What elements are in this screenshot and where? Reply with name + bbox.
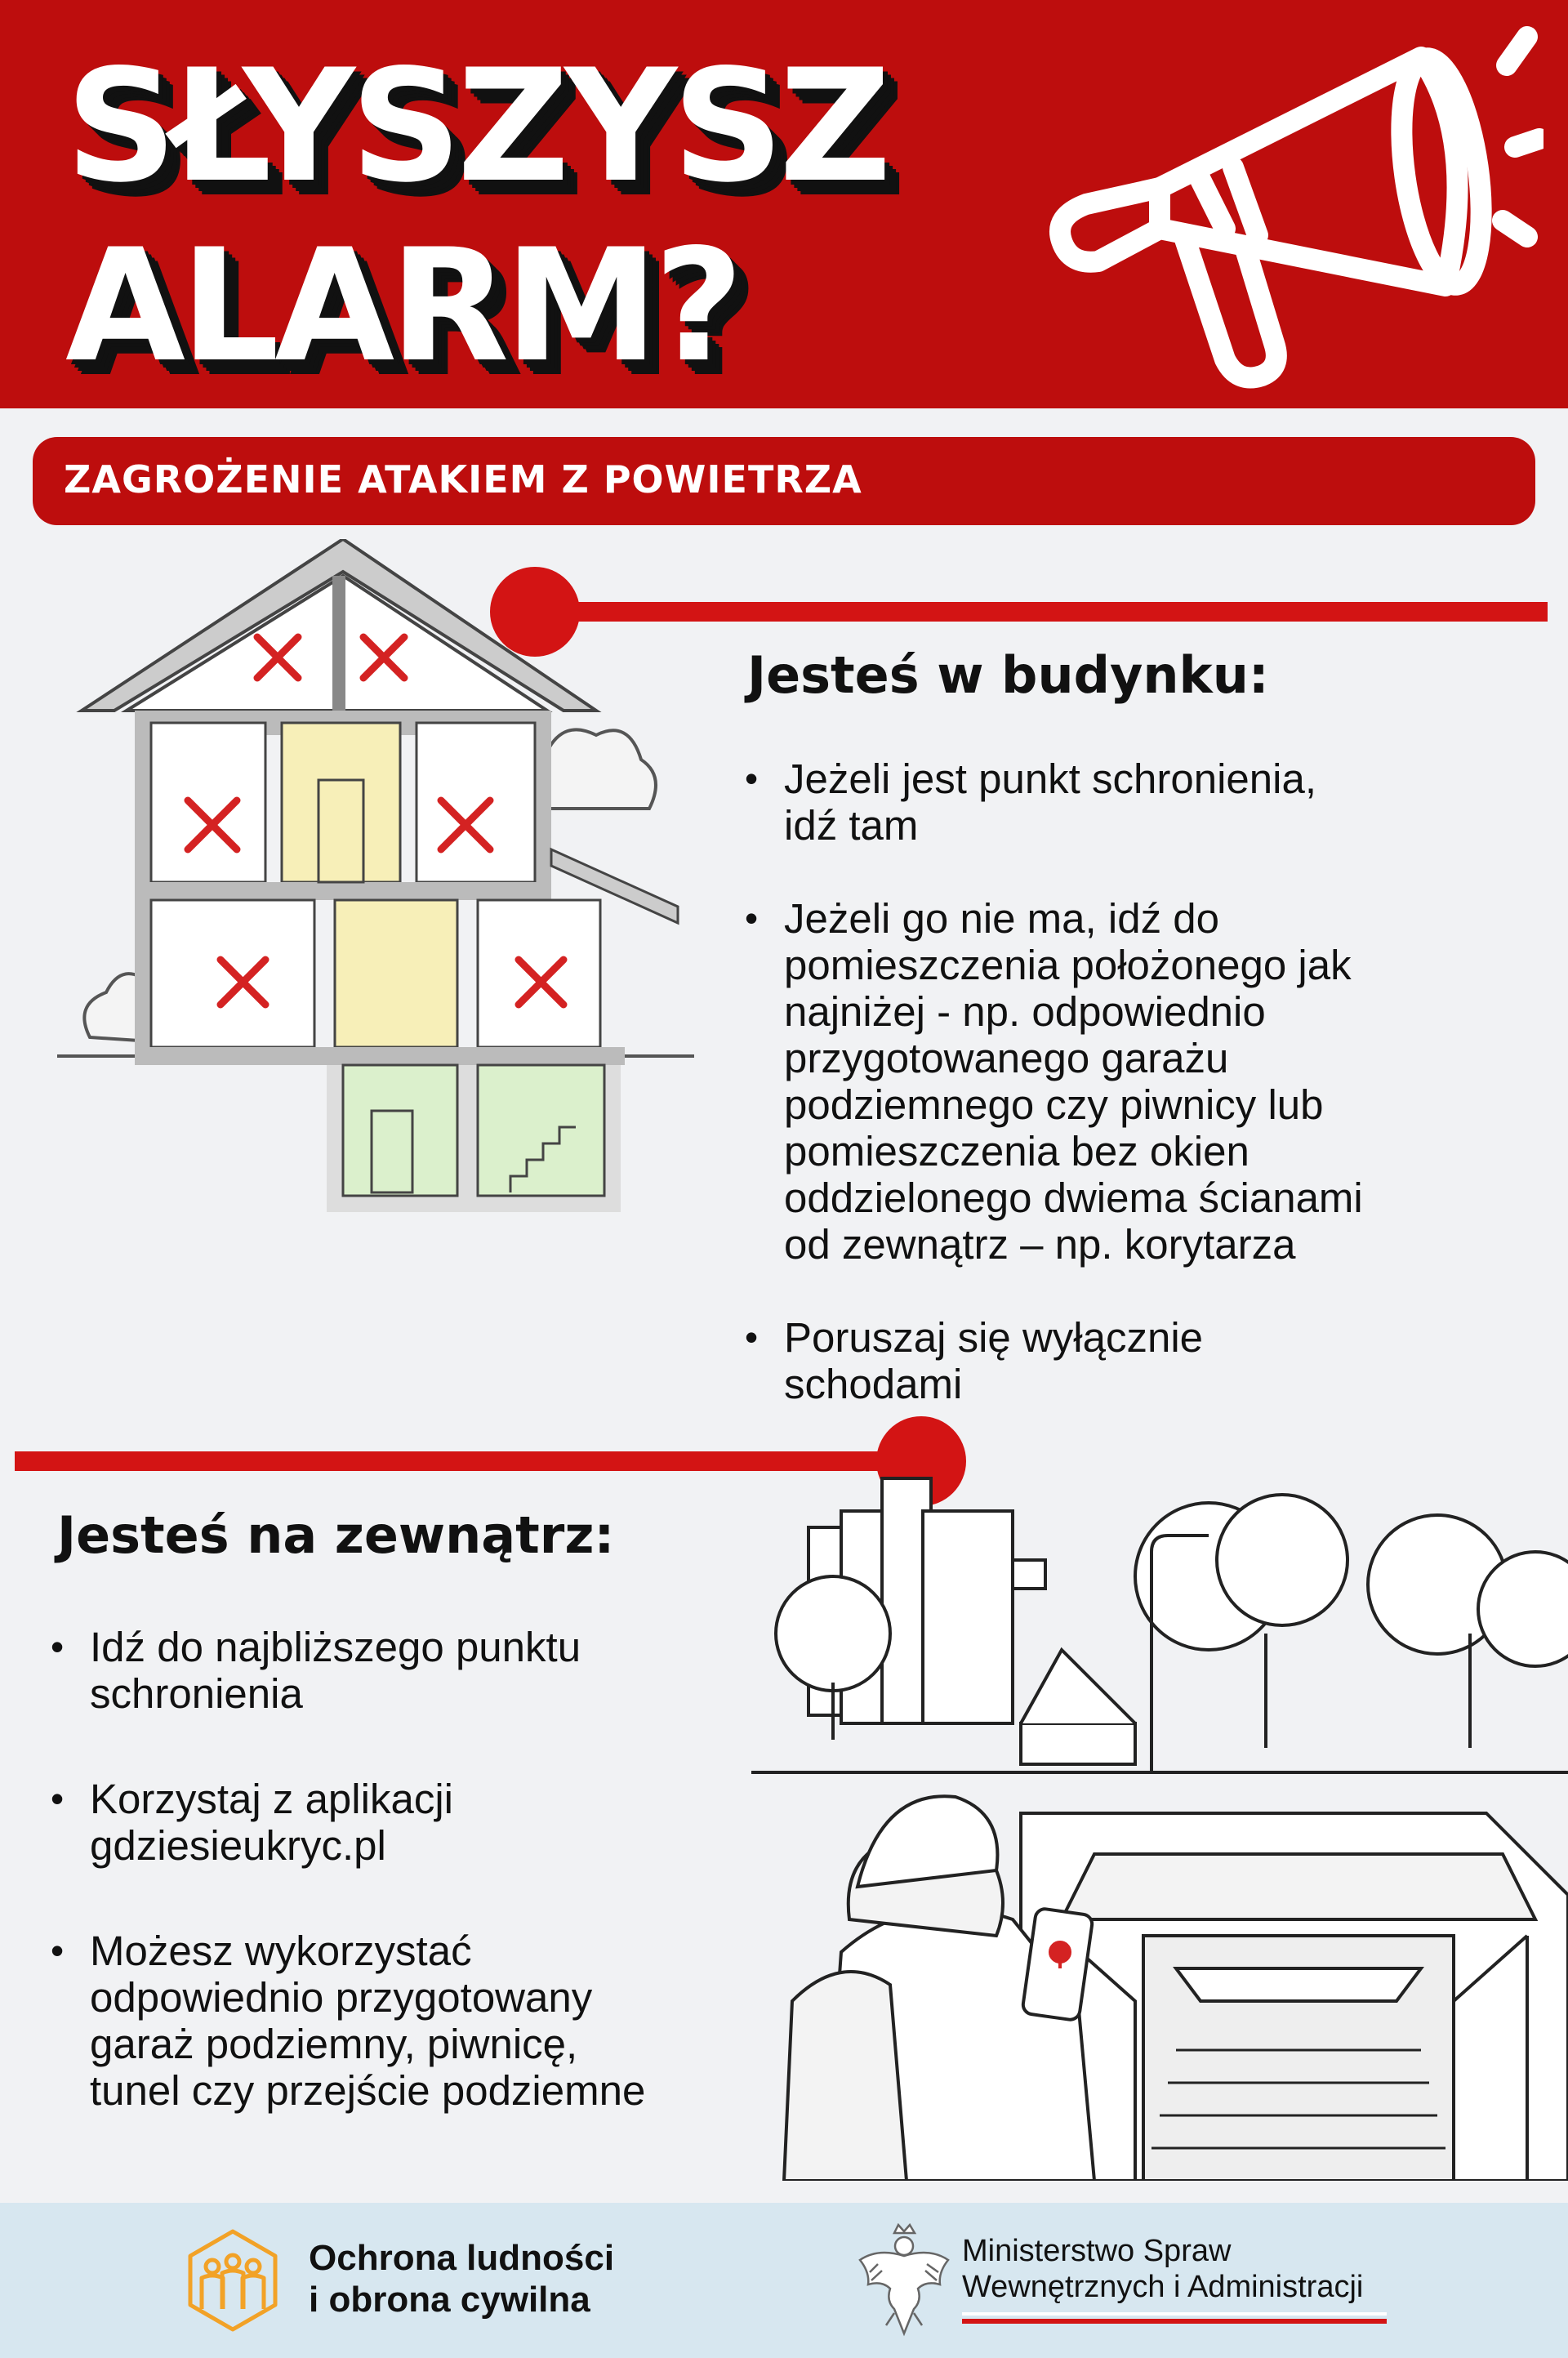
ministry-line-1: Ministerstwo Spraw [962, 2234, 1232, 2268]
house-cross-section-illustration [57, 539, 694, 1225]
ministry-flag-red-stripe [962, 2319, 1387, 2324]
outside-section-title: Jesteś na zewnątrz: [57, 1505, 615, 1565]
ministry-name [962, 2234, 1363, 2305]
megaphone-icon [1037, 16, 1544, 400]
ministry-flag-white-stripe [962, 2312, 1387, 2316]
threat-banner [33, 437, 1535, 525]
outside-bullet-3: • Możesz wykorzystać odpowiednio przygotowany garaż podziemny, piwnicę, tunel czy przejście podziemne [51, 1928, 769, 2114]
outside-bullet-1: • Idź do najbliższego punktu schronienia [51, 1624, 769, 1717]
headline-line-1: SŁYSZYSZ [65, 36, 887, 216]
header-banner [0, 0, 1568, 408]
street-shelter-illustration [751, 1429, 1568, 2181]
inside-bullet-3: • Poruszaj się wyłącznie schodami [745, 1314, 1529, 1407]
inside-bullet-list [745, 756, 1529, 1454]
civil-protection-name [309, 2238, 614, 2320]
civil-protection-line-2: i obrona cywilna [309, 2279, 590, 2320]
headline-line-2: ALARM? [65, 216, 739, 396]
inside-bullet-1: • Jeżeli jest punkt schronienia, idź tam [745, 756, 1529, 849]
threat-banner-text: ZAGROŻENIE ATAKIEM Z POWIETRZA [64, 457, 862, 501]
ministry-line-2: Wewnętrznych i Administracji [962, 2269, 1364, 2304]
outside-bullet-list [51, 1624, 769, 2173]
civil-protection-logo [184, 2227, 282, 2333]
inside-bullet-2: • Jeżeli go nie ma, idź do pomieszczenia położonego jak najniżej - np. odpowiednio przygotowanego garażu podziemnego czy piwnicy lub pomieszczenia bez okien oddzielonego dwiema ścianami od zewnątrz – np. korytarza [745, 895, 1529, 1268]
outside-bullet-2: • Korzystaj z aplikacji gdziesieukryc.pl [51, 1776, 769, 1869]
polish-eagle-emblem-icon [853, 2223, 956, 2338]
civil-protection-line-1: Ochrona ludności [309, 2238, 615, 2278]
inside-section-title: Jesteś w budynku: [747, 645, 1269, 705]
